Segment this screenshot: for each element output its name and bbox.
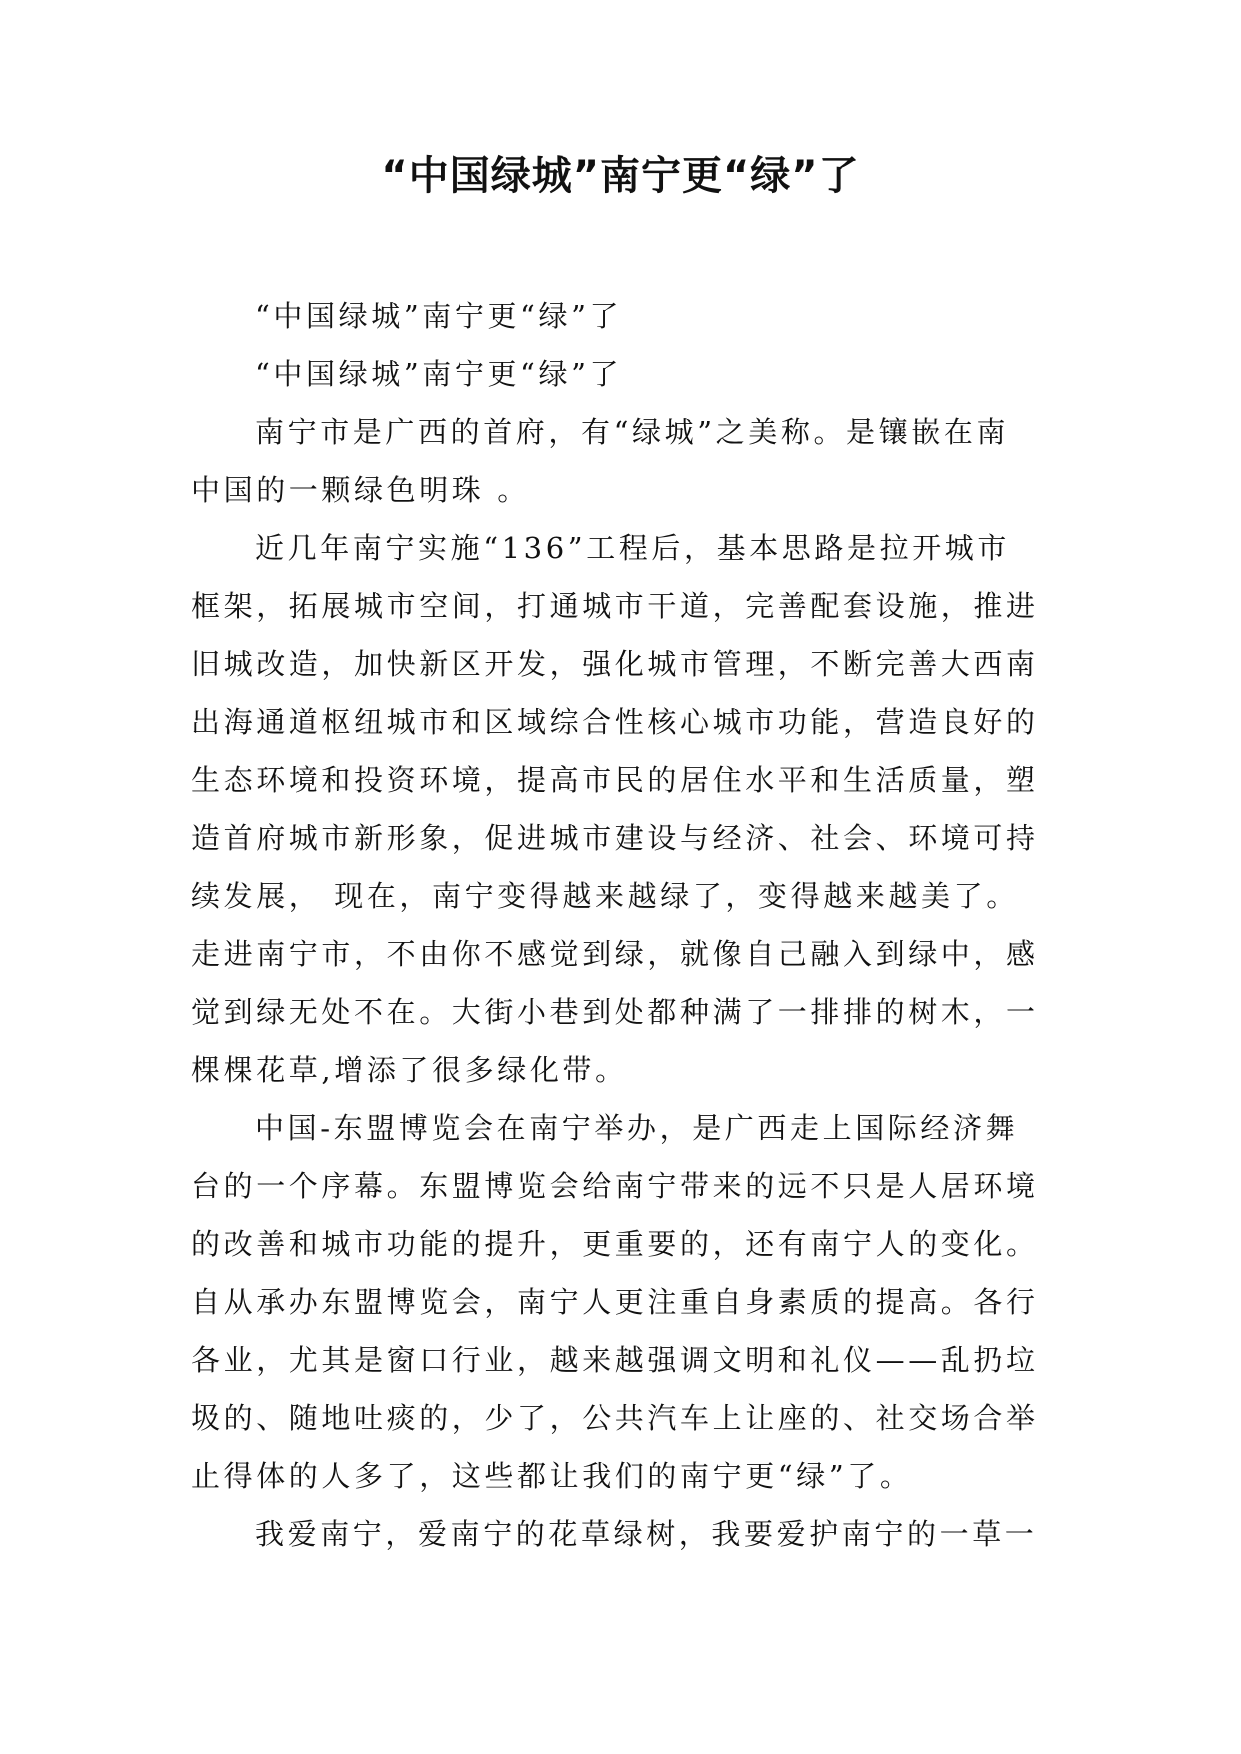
paragraph-1-line-1: 南宁市是广西的首府，有“绿城”之美称。是镶嵌在南 xyxy=(255,415,1010,449)
document-title: “中国绿城”南宁更“绿”了 xyxy=(381,153,860,199)
paragraph-2-line-2: 框架，拓展城市空间，打通城市干道，完善配套设施，推进 xyxy=(191,589,1039,623)
paragraph-2-line-6: 造首府城市新形象，促进城市建设与经济、社会、环境可持 xyxy=(191,821,1039,855)
body-line-subtitle-2: “中国绿城”南宁更“绿”了 xyxy=(255,357,623,391)
paragraph-2-line-4: 出海通道枢纽城市和区域综合性核心城市功能，营造良好的 xyxy=(191,705,1039,739)
paragraph-3-line-6: 圾的、随地吐痰的，少了，公共汽车上让座的、社交场合举 xyxy=(191,1401,1039,1435)
paragraph-2-line-1: 近几年南宁实施“136”工程后，基本思路是拉开城市 xyxy=(255,531,1011,565)
paragraph-2-line-10: 棵棵花草,增添了很多绿化带。 xyxy=(191,1053,628,1087)
paragraph-2-line-5: 生态环境和投资环境，提高市民的居住水平和生活质量，塑 xyxy=(191,763,1039,797)
document-body xyxy=(191,287,1051,1563)
paragraph-3-line-3: 的改善和城市功能的提升，更重要的，还有南宁人的变化。 xyxy=(191,1227,1039,1261)
paragraph-2-line-9: 觉到绿无处不在。大街小巷到处都种满了一排排的树木，一 xyxy=(191,995,1039,1029)
paragraph-1-line-2: 中国的一颗绿色明珠 。 xyxy=(191,473,530,507)
body-line-subtitle-1: “中国绿城”南宁更“绿”了 xyxy=(255,299,623,333)
paragraph-2-line-8: 走进南宁市，不由你不感觉到绿，就像自己融入到绿中，感 xyxy=(191,937,1039,971)
paragraph-2-line-3: 旧城改造，加快新区开发，强化城市管理，不断完善大西南 xyxy=(191,647,1039,681)
paragraph-4-line-1: 我爱南宁，爱南宁的花草绿树，我要爱护南宁的一草一 xyxy=(255,1517,1038,1551)
paragraph-3-line-7: 止得体的人多了，这些都让我们的南宁更“绿”了。 xyxy=(191,1459,913,1493)
paragraph-3-line-4: 自从承办东盟博览会，南宁人更注重自身素质的提高。各行 xyxy=(191,1285,1039,1319)
paragraph-2-line-7: 续发展， 现在，南宁变得越来越绿了，变得越来越美了。 xyxy=(191,879,1019,913)
paragraph-3-line-5: 各业，尤其是窗口行业，越来越强调文明和礼仪——乱扔垃 xyxy=(191,1343,1039,1377)
paragraph-3-line-2: 台的一个序幕。东盟博览会给南宁带来的远不只是人居环境 xyxy=(191,1169,1039,1203)
paragraph-3-line-1: 中国-东盟博览会在南宁举办，是广西走上国际经济舞 xyxy=(255,1111,1019,1145)
